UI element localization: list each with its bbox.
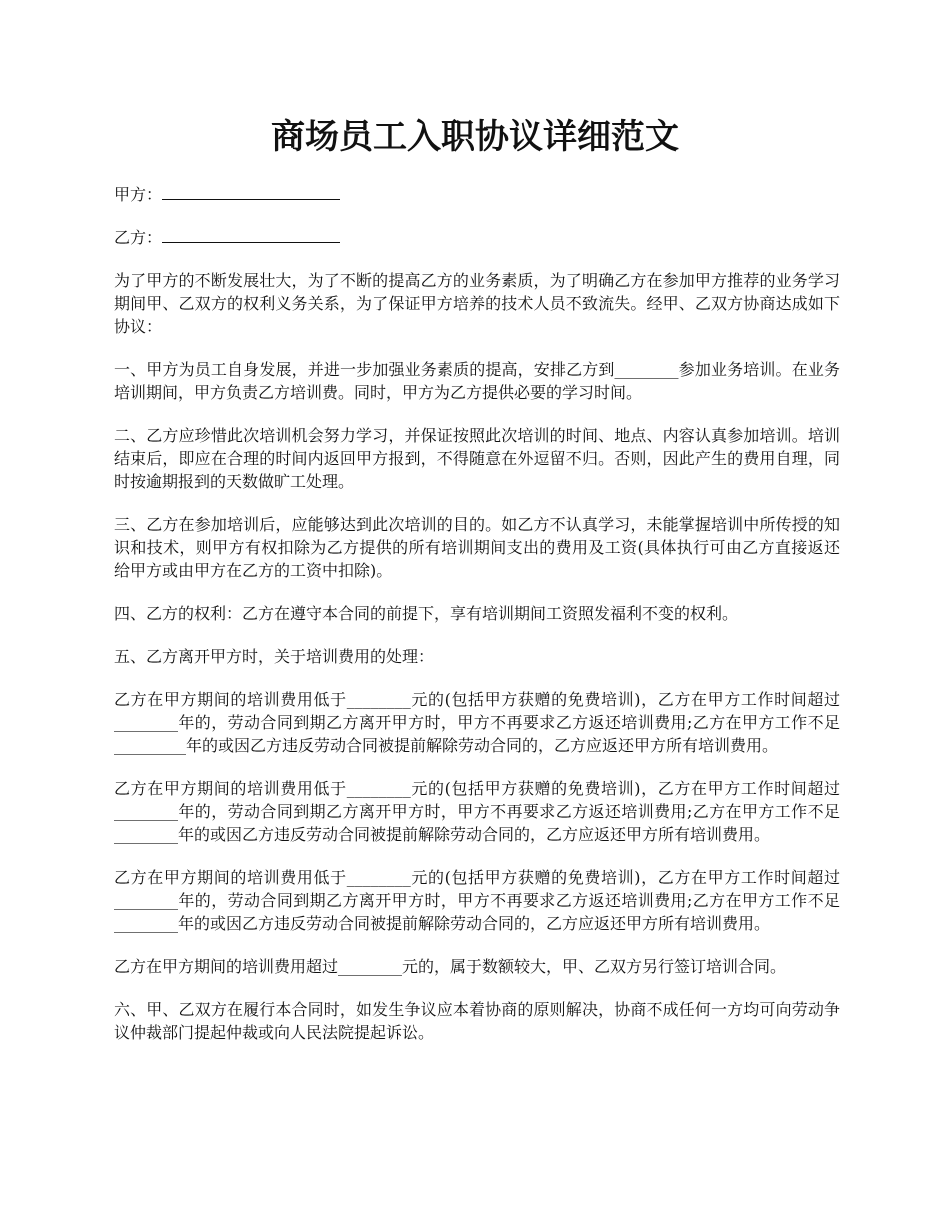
party-b-line	[114, 226, 840, 249]
clause-5-item-2: 乙方在甲方期间的培训费用低于________元的(包括甲方获赠的免费培训)，乙方在甲方工作时间超过________年的，劳动合同到期乙方离开甲方时，甲方不再要求乙方返还培训费用;乙方在甲方工作不足________年的或因乙方违反劳动合同被提前解除劳动合同的，乙方应返还甲方所有培训费用。	[114, 779, 840, 844]
party-a-label: 甲方：	[114, 185, 163, 204]
clause-5: 五、乙方离开甲方时，关于培训费用的处理：	[114, 647, 435, 666]
clause-6: 六、甲、乙双方在履行本合同时，如发生争议应本着协商的原则解决，协商不成任何一方均可向劳动争议仲裁部门提起仲裁或向人民法院提起诉讼。	[114, 1000, 840, 1042]
document-title: 商场员工入职协议详细范文	[271, 117, 679, 157]
party-b-label: 乙方：	[114, 228, 163, 247]
clause-2: 二、乙方应珍惜此次培训机会努力学习，并保证按照此次培训的时间、地点、内容认真参加培训。培训结束后，即应在合理的时间内返回甲方报到，不得随意在外逗留不归。否则，因此产生的费用自理，同时按逾期报到的天数做旷工处理。	[114, 426, 840, 491]
preamble-paragraph: 为了甲方的不断发展壮大，为了不断的提高乙方的业务素质，为了明确乙方在参加甲方推荐的业务学习期间甲、乙双方的权利义务关系，为了保证甲方培养的技术人员不致流失。经甲、乙双方协商达成如下协议：	[114, 271, 840, 336]
clause-3: 三、乙方在参加培训后，应能够达到此次培训的目的。如乙方不认真学习，未能掌握培训中所传授的知识和技术，则甲方有权扣除为乙方提供的所有培训期间支出的费用及工资(具体执行可由乙方直接返还给甲方或由甲方在乙方的工资中扣除)。	[114, 515, 840, 580]
clause-5-item-1: 乙方在甲方期间的培训费用低于________元的(包括甲方获赠的免费培训)，乙方在甲方工作时间超过________年的，劳动合同到期乙方离开甲方时，甲方不再要求乙方返还培训费用;乙方在甲方工作不足_________年的或因乙方违反劳动合同被提前解除劳动合同的，乙方应返还甲方所有培训费用。	[114, 690, 840, 755]
party-b-blank	[162, 226, 340, 243]
clause-4: 四、乙方的权利：乙方在遵守本合同的前提下，享有培训期间工资照发福利不变的权利。	[114, 604, 739, 623]
party-a-blank	[162, 183, 340, 200]
party-a-line	[114, 183, 840, 206]
document-body	[114, 183, 840, 1064]
clause-5-item-4: 乙方在甲方期间的培训费用超过________元的，属于数额较大，甲、乙双方另行签订培训合同。	[114, 957, 787, 976]
clause-5-item-3: 乙方在甲方期间的培训费用低于________元的(包括甲方获赠的免费培训)，乙方在甲方工作时间超过________年的，劳动合同到期乙方离开甲方时，甲方不再要求乙方返还培训费用;乙方在甲方工作不足________年的或因乙方违反劳动合同被提前解除劳动合同的，乙方应返还甲方所有培训费用。	[114, 868, 840, 933]
clause-1: 一、甲方为员工自身发展，并进一步加强业务素质的提高，安排乙方到________参加业务培训。在业务培训期间，甲方负责乙方培训费。同时，甲方为乙方提供必要的学习时间。	[114, 360, 840, 402]
